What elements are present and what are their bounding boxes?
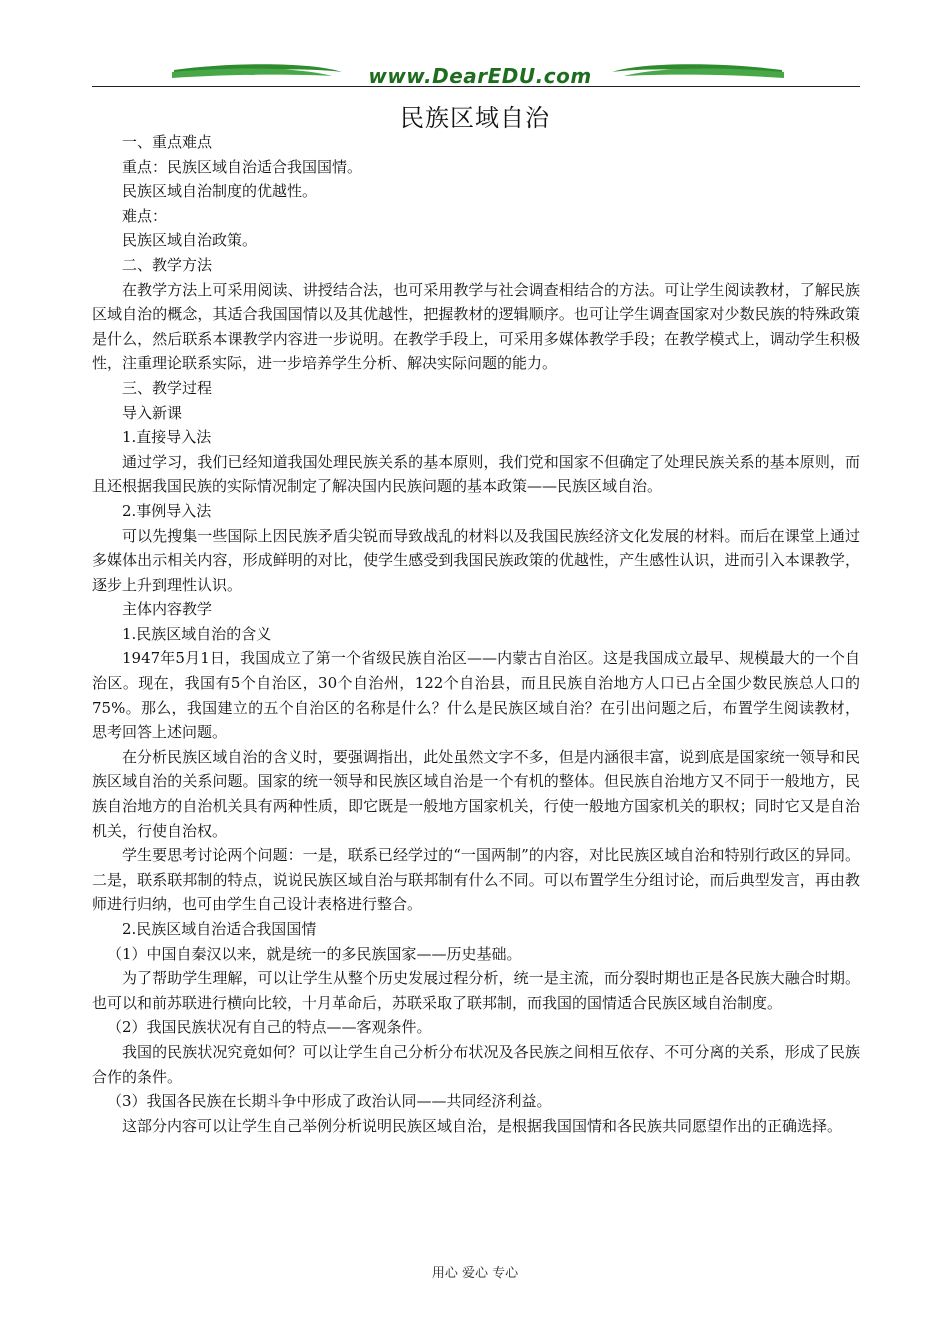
body-paragraph: 在分析民族区域自治的含义时，要强调指出，此处虽然文字不多，但是内涵很丰富，说到底是国家统一领导和民族区域自治的关系问题。国家的统一领导和民族区域自治是一个有机的整体。但民族自治地方又不同于一般地方，民族自治地方的自治机关具有两种性质，即它既是一般地方国家机关，行使一般地方国家机关的职权；同时它又是自治机关，行使自治权。 [92, 747, 860, 840]
document-title: 民族区域自治 [400, 104, 550, 132]
body-paragraph: 民族区域自治制度的优越性。 [122, 182, 318, 201]
body-paragraph: 我国的民族状况究竟如何？可以让学生自己分析分布状况及各民族之间相互依存、不可分离的关系，形成了民族合作的条件。 [92, 1042, 860, 1086]
subsection-heading: 2.民族区域自治适合我国国情 [122, 920, 317, 938]
body-paragraph: 难点： [122, 206, 168, 225]
section-heading: 二、教学方法 [122, 255, 213, 274]
subsection-heading: 2.事例导入法 [122, 501, 212, 520]
section-heading: 一、重点难点 [122, 133, 213, 151]
subsection-heading: 1.民族区域自治的含义 [122, 624, 272, 643]
subsection-heading: 主体内容教学 [122, 600, 213, 619]
body-paragraph: 1947年5月1日，我国成立了第一个省级民族自治区——内蒙古自治区。这是我国成立最早、规模最大的一个自治区。现在，我国有5个自治区，30个自治州，122个自治县，而且民族自治地方人口已占全国少数民族总人口的75%。那么，我国建立的五个自治区的名称是什么？什么是民族区域自治？在引出问题之后，布置学生阅读教材，思考回答上述问题。 [92, 649, 860, 742]
body-paragraph: 为了帮助学生理解，可以让学生从整个历史发展过程分析，统一是主流，而分裂时期也正是各民族大融合时期。也可以和前苏联进行横向比较，十月革命后，苏联采取了联邦制，而我国的国情适合民族区域自治制度。 [92, 969, 860, 1012]
body-paragraph: 通过学习，我们已经知道我国处理民族关系的基本原则，我们党和国家不但确定了处理民族关系的基本原则，而且还根据我国民族的实际情况制定了解决国内民族问题的基本政策——民族区域自治。 [92, 452, 860, 496]
header-divider [92, 86, 860, 87]
subsection-heading: 1.直接导入法 [122, 428, 212, 447]
page-footer: 用心 爱心 专心 [431, 1266, 519, 1281]
site-logo-text[interactable]: www.DearEDU.com [368, 64, 592, 88]
body-paragraph: 学生要思考讨论两个问题：一是，联系已经学过的“一国两制”的内容，对比民族区域自治和特别行政区的异同。二是，联系联邦制的特点，说说民族区域自治与联邦制有什么不同。可以布置学生分组讨论，而后典型发言，再由教师进行归纳，也可由学生自己设计表格进行整合。 [92, 846, 860, 914]
body-paragraph: 民族区域自治政策。 [122, 231, 258, 250]
body-paragraph: 在教学方法上可采用阅读、讲授结合法，也可采用教学与社会调查相结合的方法。可让学生阅读教材，了解民族区域自治的概念，其适合我国国情以及其优越性，把握教材的逻辑顺序。也可让学生调查国家对少数民族的特殊政策是什么，然后联系本课教学内容进一步说明。在教学手段上，可采用多媒体教学手段；在教学模式上，调动学生积极性，注重理论联系实际，进一步培养学生分析、解决实际问题的能力。 [92, 280, 860, 373]
list-item-heading: （3）我国各民族在长期斗争中形成了政治认同——共同经济利益。 [107, 1092, 552, 1111]
list-item-heading: （2）我国民族状况有自己的特点——客观条件。 [107, 1018, 432, 1037]
body-paragraph: 这部分内容可以让学生自己举例分析说明民族区域自治，是根据我国国情和各民族共同愿望作出的正确选择。 [122, 1116, 843, 1135]
section-heading: 三、教学过程 [122, 378, 213, 397]
body-paragraph: 可以先搜集一些国际上因民族矛盾尖锐而导致战乱的材料以及我国民族经济文化发展的材料。而后在课堂上通过多媒体出示相关内容，形成鲜明的对比，使学生感受到我国民族政策的优越性，产生感性认识，进而引入本课教学，逐步上升到理性认识。 [92, 526, 860, 594]
body-paragraph: 重点：民族区域自治适合我国国情。 [122, 157, 363, 176]
subsection-heading: 导入新课 [122, 403, 183, 422]
list-item-heading: （1）中国自秦汉以来，就是统一的多民族国家——历史基础。 [107, 944, 522, 963]
document-body [92, 130, 860, 1138]
